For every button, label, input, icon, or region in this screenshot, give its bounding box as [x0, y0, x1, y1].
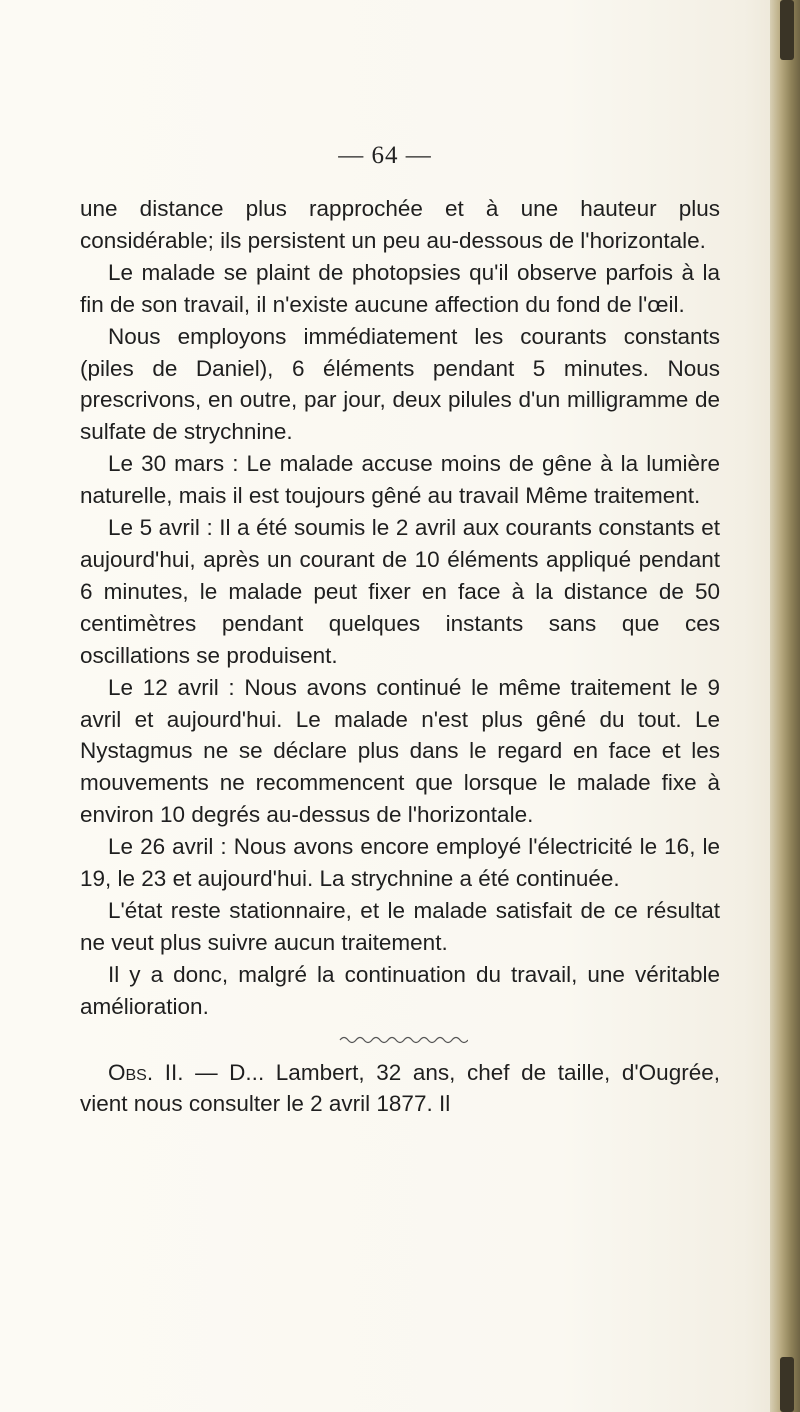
- paragraph-continuation: une distance plus rapprochée et à une hauteur plus considérable; ils persistent un peu au-dessous de l'horizontale.: [80, 196, 720, 253]
- paragraph: Il y a donc, malgré la continuation du travail, une véritable amélioration.: [80, 961, 720, 1019]
- observation-block: [80, 1057, 720, 1121]
- body-text: [80, 193, 720, 1120]
- paragraph: L'état reste stationnaire, et le malade satisfait de ce résultat ne veut plus suivre aucun traitement.: [80, 897, 720, 955]
- paragraph: Le 12 avril : Nous avons continué le même traitement le 9 avril et aujourd'hui. Le malade n'est plus gêné du tout. Le Nystagmus ne se déclare plus dans le regard en face et les mouvements ne recommencent que lorsque le malade fixe à environ 10 degrés au-dessus de l'horizontale.: [80, 674, 720, 828]
- section-divider: [338, 1033, 468, 1047]
- page-number: — 64 —: [338, 142, 432, 169]
- page-edge-shadow: [770, 0, 800, 1412]
- paragraph: Le 26 avril : Nous avons encore employé l'électricité le 16, le 19, le 23 et aujourd'hui. La strychnine a été continuée.: [80, 834, 720, 892]
- observation-lead: Obs.: [108, 1059, 154, 1085]
- paragraph: Nous employons immédiatement les courants constants (piles de Daniel), 6 éléments pendant 5 minutes. Nous prescrivons, en outre, par jour, deux pilules d'un milligramme de sulfate de strychnine.: [80, 323, 720, 445]
- paragraph: Le 5 avril : Il a été soumis le 2 avril aux courants constants et aujourd'hui, après un courant de 10 éléments appliqué pendant 6 minutes, le malade peut fixer en face à la distance de 50 centimètres pendant quelques instants sans que ces oscillations se produisent.: [80, 515, 720, 668]
- observation-text: II. — D... Lambert, 32 ans, chef de taille, d'Ougrée, vient nous consulter le 2 avril 1877. Il: [80, 1059, 720, 1117]
- edge-mark-bottom: [780, 1357, 794, 1412]
- paragraph: Le malade se plaint de photopsies qu'il observe parfois à la fin de son travail, il n'existe aucune affection du fond de l'œil.: [80, 259, 720, 317]
- observation-paragraph: [80, 1057, 720, 1121]
- paragraph: Le 30 mars : Le malade accuse moins de gêne à la lumière naturelle, mais il est toujours gêné au travail Même traitement.: [80, 451, 720, 509]
- edge-mark-top: [780, 0, 794, 60]
